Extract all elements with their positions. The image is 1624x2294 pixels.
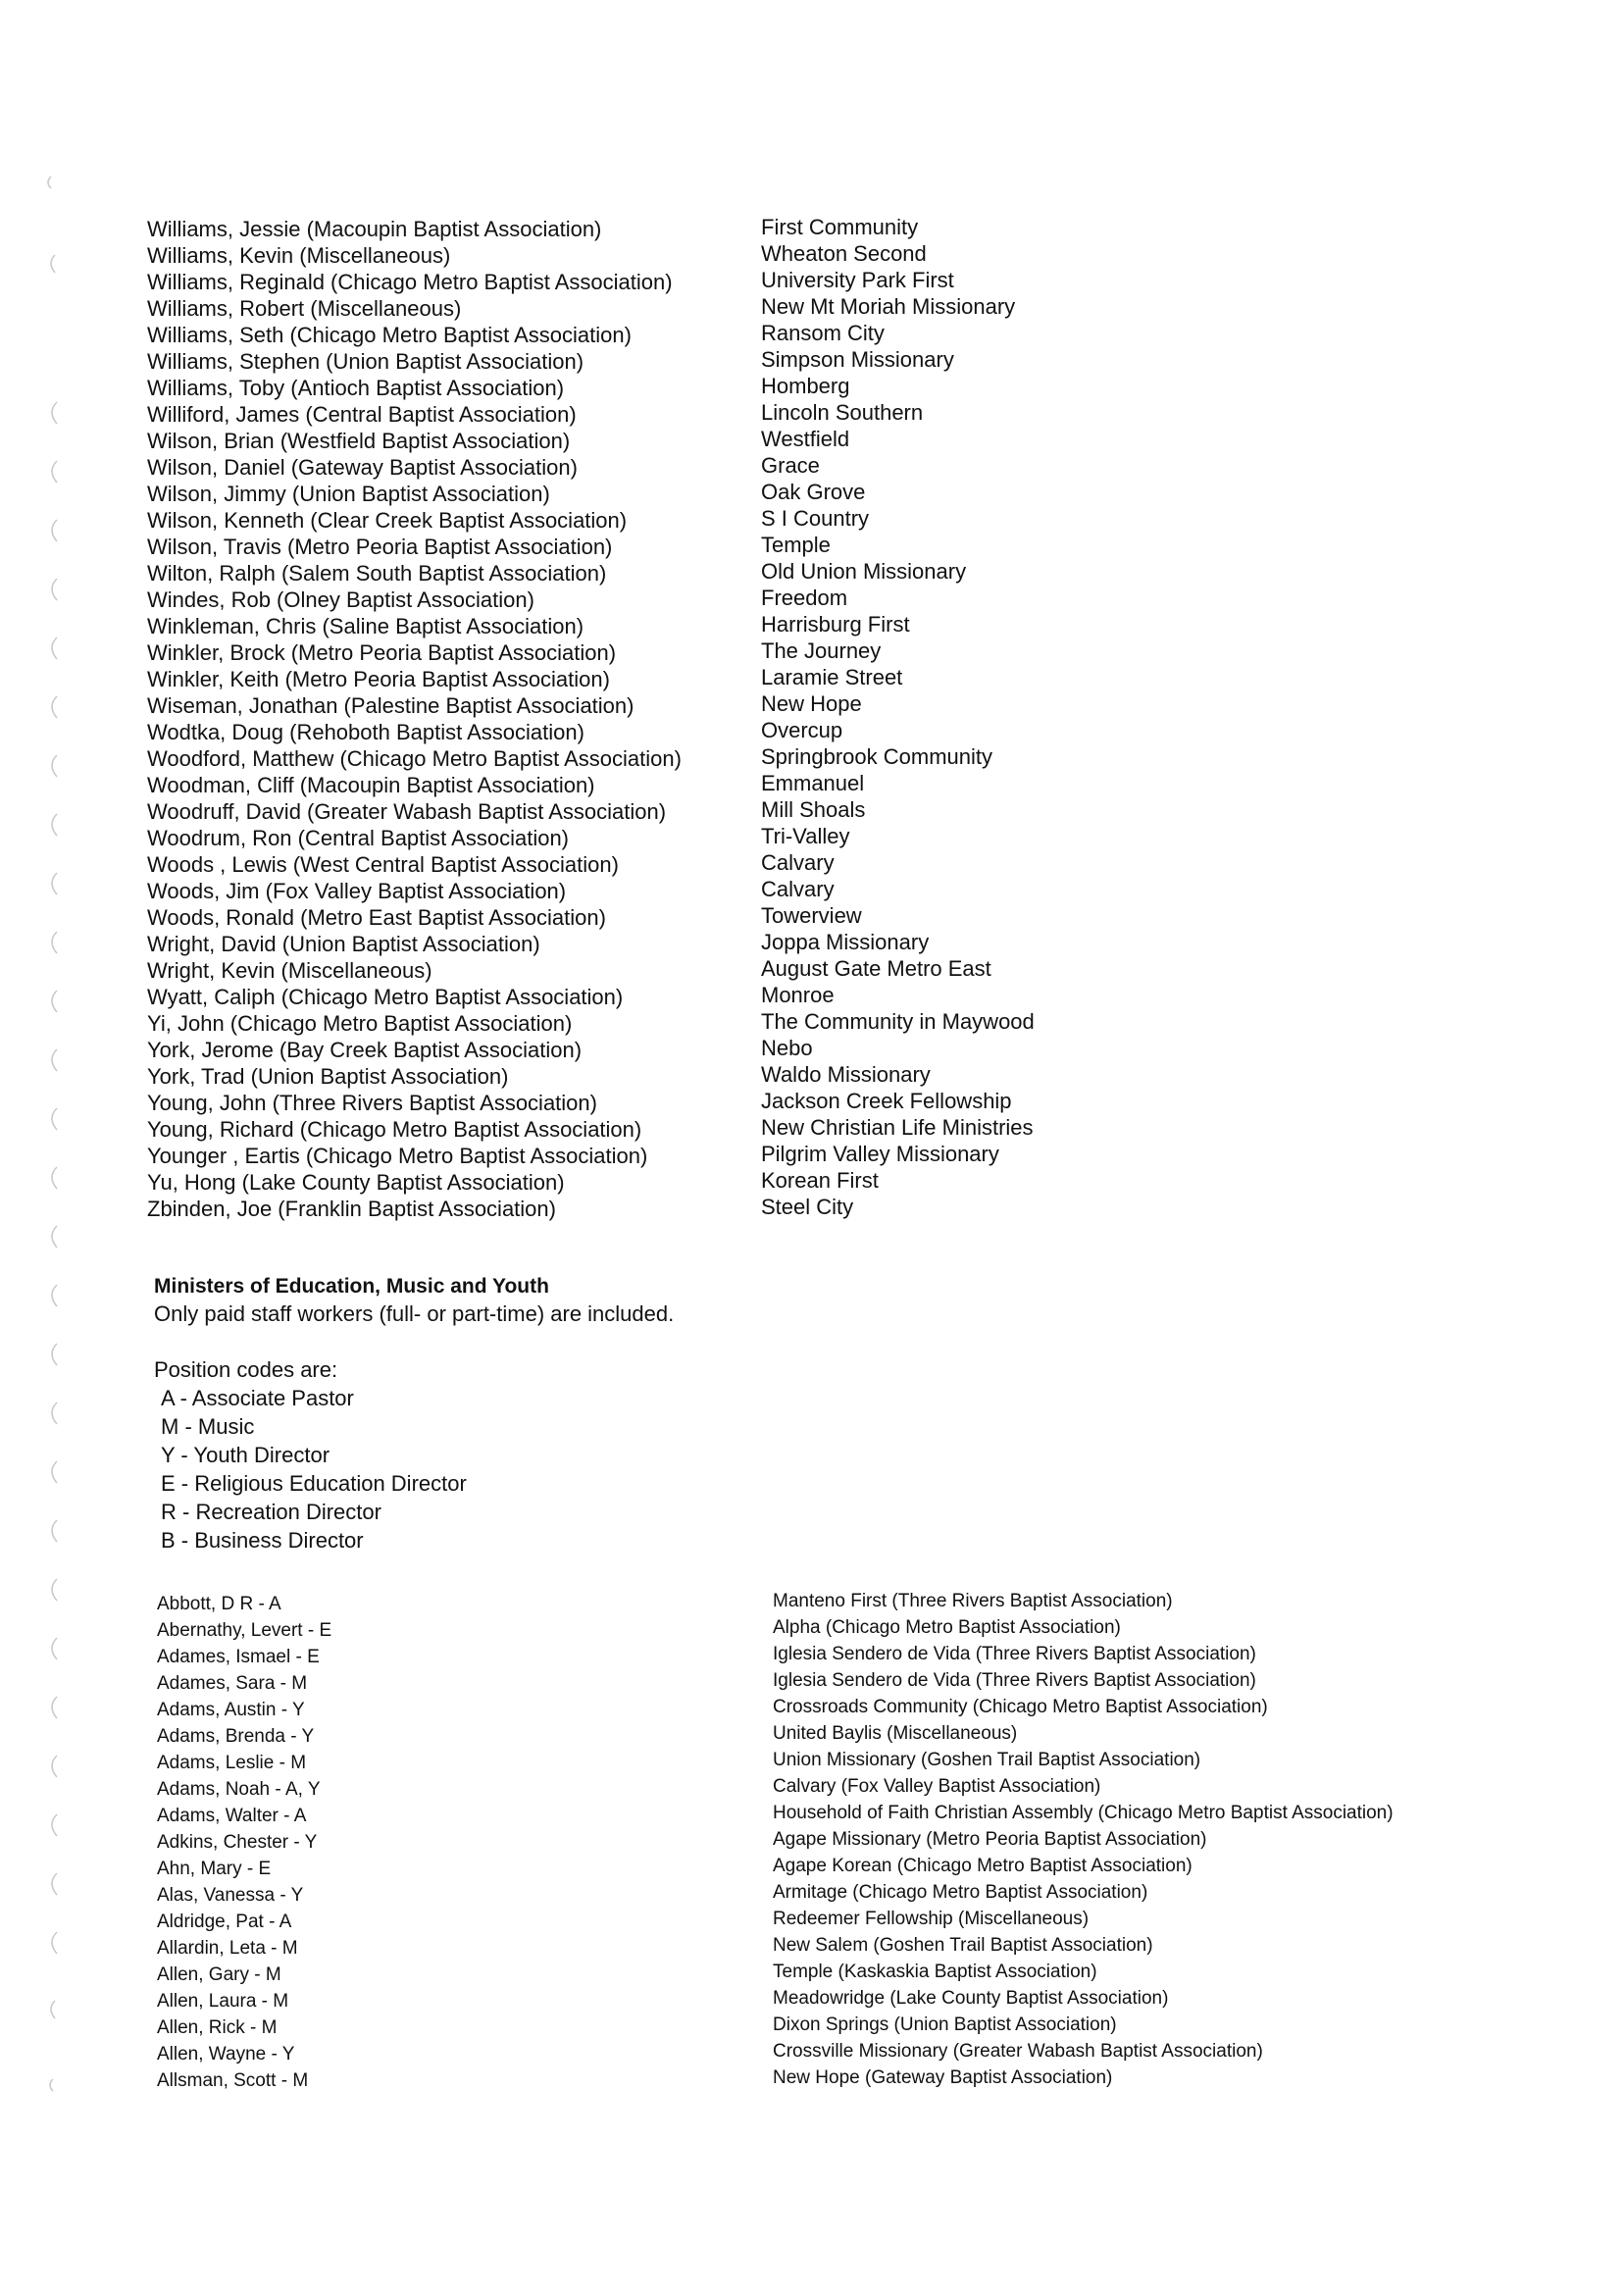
pastor-names-column: [147, 216, 682, 1222]
pastor-name: Wiseman, Jonathan (Palestine Baptist Association): [147, 693, 634, 718]
pastor-name: Winkler, Brock (Metro Peoria Baptist Association): [147, 640, 617, 665]
pastor-name: Williams, Kevin (Miscellaneous): [147, 243, 451, 268]
position-codes-intro: Position codes are:: [154, 1357, 338, 1382]
pastor-church: Nebo: [761, 1036, 813, 1060]
position-code: M - Music: [161, 1414, 255, 1439]
staff-names-column: [157, 1591, 331, 2094]
pastor-name: Woodruff, David (Greater Wabash Baptist Association): [147, 799, 667, 824]
pastor-name: Wilton, Ralph (Salem South Baptist Association): [147, 561, 607, 586]
section-title: Ministers of Education, Music and Youth: [154, 1275, 549, 1298]
staff-name: Abernathy, Levert - E: [157, 1620, 332, 1641]
pastor-churches-column: [761, 214, 1035, 1220]
staff-name: Adams, Noah - A, Y: [157, 1779, 321, 1800]
position-code: B - Business Director: [161, 1528, 364, 1553]
staff-church: Calvary (Fox Valley Baptist Association): [773, 1776, 1101, 1797]
pastor-name: Winkler, Keith (Metro Peoria Baptist Association): [147, 667, 610, 691]
section-note: Only paid staff workers (full- or part-time) are included.: [154, 1301, 675, 1326]
pastor-church: Simpson Missionary: [761, 347, 954, 372]
pastor-church: Towerview: [761, 903, 862, 928]
staff-church: Temple (Kaskaskia Baptist Association): [773, 1962, 1097, 1982]
pastor-church: Pilgrim Valley Missionary: [761, 1142, 999, 1166]
staff-church: Union Missionary (Goshen Trail Baptist Association): [773, 1750, 1201, 1770]
staff-church: Redeemer Fellowship (Miscellaneous): [773, 1909, 1090, 1929]
pastor-name: Young, Richard (Chicago Metro Baptist Association): [147, 1117, 642, 1142]
staff-church: United Baylis (Miscellaneous): [773, 1723, 1018, 1744]
pastor-name: Wyatt, Caliph (Chicago Metro Baptist Association): [147, 985, 624, 1009]
pastor-church: Tri-Valley: [761, 824, 850, 848]
pastor-church: The Community in Maywood: [761, 1009, 1035, 1034]
pastor-name: Williams, Jessie (Macoupin Baptist Association): [147, 217, 602, 241]
pastor-church: Oak Grove: [761, 480, 866, 504]
pastor-name: Wilson, Brian (Westfield Baptist Association): [147, 429, 571, 453]
staff-church: Armitage (Chicago Metro Baptist Association): [773, 1882, 1148, 1903]
pastor-church: August Gate Metro East: [761, 956, 991, 981]
pastor-church: Korean First: [761, 1168, 879, 1193]
pastor-church: Old Union Missionary: [761, 559, 967, 584]
pastor-name: Zbinden, Joe (Franklin Baptist Association): [147, 1197, 556, 1221]
staff-church: Alpha (Chicago Metro Baptist Association): [773, 1617, 1121, 1638]
pastor-church: Laramie Street: [761, 665, 903, 689]
pastor-name: Winkleman, Chris (Saline Baptist Association): [147, 614, 584, 638]
position-code: R - Recreation Director: [161, 1500, 381, 1524]
pastor-church: University Park First: [761, 268, 954, 292]
pastor-church: Steel City: [761, 1195, 854, 1219]
pastor-name: Williams, Stephen (Union Baptist Association): [147, 349, 584, 374]
scan-binding-marks: [22, 137, 90, 2158]
staff-name: Allen, Wayne - Y: [157, 2044, 295, 2065]
staff-name: Allen, Gary - M: [157, 1964, 281, 1985]
pastor-name: Williams, Robert (Miscellaneous): [147, 296, 462, 321]
pastor-church: Springbrook Community: [761, 744, 992, 769]
pastor-church: Emmanuel: [761, 771, 865, 795]
pastor-church: Temple: [761, 533, 831, 557]
pastor-church: Westfield: [761, 427, 850, 451]
pastor-church: Ransom City: [761, 321, 885, 345]
staff-section-header: [154, 1273, 674, 1555]
pastor-name: Woods, Jim (Fox Valley Baptist Association): [147, 879, 567, 903]
staff-name: Adkins, Chester - Y: [157, 1832, 318, 1853]
pastor-name: Wilson, Jimmy (Union Baptist Association): [147, 482, 550, 506]
staff-name: Adams, Brenda - Y: [157, 1726, 315, 1747]
staff-name: Alas, Vanessa - Y: [157, 1885, 304, 1906]
staff-name: Adames, Sara - M: [157, 1673, 308, 1694]
pastor-church: First Community: [761, 215, 919, 239]
pastor-name: Windes, Rob (Olney Baptist Association): [147, 587, 534, 612]
pastor-church: Monroe: [761, 983, 835, 1007]
staff-church: Crossroads Community (Chicago Metro Baptist Association): [773, 1697, 1268, 1717]
pastor-church: The Journey: [761, 638, 882, 663]
pastor-name: Wright, Kevin (Miscellaneous): [147, 958, 432, 983]
pastor-church: Waldo Missionary: [761, 1062, 931, 1087]
pastor-name: Young, John (Three Rivers Baptist Association): [147, 1091, 597, 1115]
staff-name: Allardin, Leta - M: [157, 1938, 298, 1959]
staff-church: Household of Faith Christian Assembly (Chicago Metro Baptist Association): [773, 1803, 1394, 1823]
pastor-church: Grace: [761, 453, 820, 478]
staff-name: Adams, Leslie - M: [157, 1753, 307, 1773]
staff-church: New Hope (Gateway Baptist Association): [773, 2067, 1113, 2088]
pastor-name: Williams, Toby (Antioch Baptist Association): [147, 376, 565, 400]
pastor-name: Williams, Reginald (Chicago Metro Baptist Association): [147, 270, 673, 294]
pastor-church: Wheaton Second: [761, 241, 927, 266]
staff-name: Adams, Walter - A: [157, 1806, 307, 1826]
staff-church: Iglesia Sendero de Vida (Three Rivers Baptist Association): [773, 1644, 1256, 1664]
pastor-church: Freedom: [761, 586, 848, 610]
staff-churches-column: [773, 1588, 1394, 2091]
pastor-church: Calvary: [761, 850, 835, 875]
staff-church: Manteno First (Three Rivers Baptist Association): [773, 1591, 1173, 1611]
staff-church: Dixon Springs (Union Baptist Association): [773, 2014, 1117, 2035]
pastor-name: Yu, Hong (Lake County Baptist Association): [147, 1170, 565, 1195]
pastor-name: Wilson, Kenneth (Clear Creek Baptist Association): [147, 508, 628, 533]
pastor-name: Woodman, Cliff (Macoupin Baptist Association): [147, 773, 595, 797]
staff-name: Aldridge, Pat - A: [157, 1912, 292, 1932]
pastor-church: Mill Shoals: [761, 797, 866, 822]
staff-church: New Salem (Goshen Trail Baptist Association): [773, 1935, 1153, 1956]
pastor-church: Harrisburg First: [761, 612, 910, 637]
position-code: E - Religious Education Director: [161, 1471, 467, 1496]
pastor-name: Wilson, Daniel (Gateway Baptist Association): [147, 455, 578, 480]
pastor-church: New Mt Moriah Missionary: [761, 294, 1016, 319]
pastor-church: New Hope: [761, 691, 862, 716]
pastor-church: Lincoln Southern: [761, 400, 924, 425]
staff-church: Agape Korean (Chicago Metro Baptist Association): [773, 1856, 1193, 1876]
pastor-name: Woodford, Matthew (Chicago Metro Baptist Association): [147, 746, 682, 771]
staff-name: Adames, Ismael - E: [157, 1647, 320, 1667]
position-code: Y - Youth Director: [161, 1443, 330, 1467]
pastor-name: York, Trad (Union Baptist Association): [147, 1064, 509, 1089]
staff-name: Adams, Austin - Y: [157, 1700, 305, 1720]
pastor-church: Homberg: [761, 374, 850, 398]
pastor-name: Wilson, Travis (Metro Peoria Baptist Association): [147, 535, 613, 559]
staff-church: Meadowridge (Lake County Baptist Association): [773, 1988, 1169, 2009]
pastor-church: Joppa Missionary: [761, 930, 930, 954]
pastor-church: Jackson Creek Fellowship: [761, 1089, 1012, 1113]
pastor-name: Williford, James (Central Baptist Association): [147, 402, 577, 427]
staff-name: Ahn, Mary - E: [157, 1859, 272, 1879]
pastor-name: Williams, Seth (Chicago Metro Baptist Association): [147, 323, 632, 347]
position-code: A - Associate Pastor: [161, 1386, 354, 1410]
staff-name: Allen, Laura - M: [157, 1991, 289, 2012]
staff-church: Agape Missionary (Metro Peoria Baptist Association): [773, 1829, 1207, 1850]
pastor-name: Wright, David (Union Baptist Association): [147, 932, 540, 956]
pastor-name: York, Jerome (Bay Creek Baptist Association): [147, 1038, 583, 1062]
staff-name: Abbott, D R - A: [157, 1594, 281, 1614]
pastor-name: Yi, John (Chicago Metro Baptist Association): [147, 1011, 573, 1036]
pastor-church: Calvary: [761, 877, 835, 901]
pastor-church: New Christian Life Ministries: [761, 1115, 1034, 1140]
pastor-name: Woodrum, Ron (Central Baptist Association): [147, 826, 569, 850]
pastor-name: Wodtka, Doug (Rehoboth Baptist Association): [147, 720, 584, 744]
pastor-name: Younger , Eartis (Chicago Metro Baptist Association): [147, 1144, 648, 1168]
pastor-name: Woods , Lewis (West Central Baptist Association): [147, 852, 619, 877]
staff-church: Iglesia Sendero de Vida (Three Rivers Baptist Association): [773, 1670, 1256, 1691]
pastor-church: S I Country: [761, 506, 870, 531]
staff-name: Allsman, Scott - M: [157, 2070, 309, 2091]
pastor-name: Woods, Ronald (Metro East Baptist Association): [147, 905, 606, 930]
pastor-church: Overcup: [761, 718, 843, 742]
staff-name: Allen, Rick - M: [157, 2017, 278, 2038]
staff-church: Crossville Missionary (Greater Wabash Baptist Association): [773, 2041, 1263, 2062]
